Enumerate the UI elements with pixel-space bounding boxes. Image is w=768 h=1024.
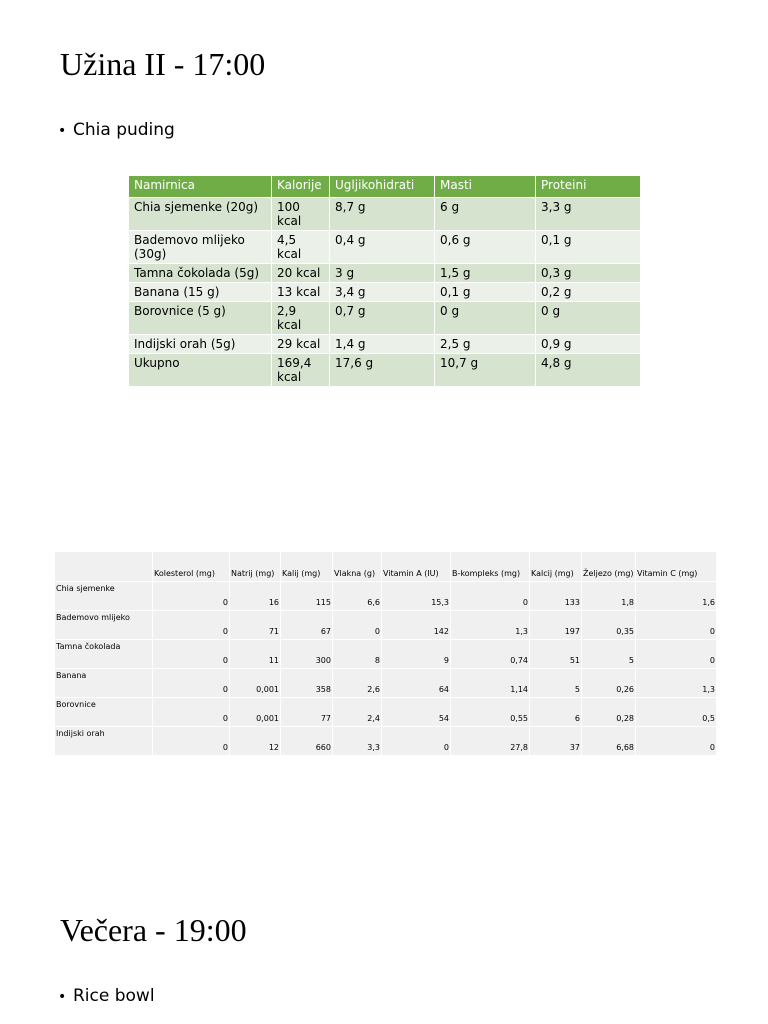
dinner-heading: Večera - 19:00 (60, 912, 247, 948)
table-cell: 2,6 (333, 669, 382, 698)
table-cell: 660 (281, 727, 333, 756)
table-cell: Banana (15 g) (129, 283, 272, 302)
column-header: Kolesterol (mg) (153, 552, 230, 582)
table-cell: 0,7 g (330, 302, 435, 335)
column-header: Namirnica (129, 176, 272, 198)
table-cell: 169,4 kcal (272, 354, 330, 387)
column-header (55, 552, 153, 582)
table-cell: 4,8 g (536, 354, 641, 387)
table-cell: 0,35 (582, 611, 636, 640)
table-cell: 0 (451, 582, 530, 611)
table-row (55, 611, 717, 640)
column-header: Vitamin A (IU) (382, 552, 451, 582)
table-cell: 142 (382, 611, 451, 640)
table-cell: 0 (636, 611, 717, 640)
table-cell: 0,28 (582, 698, 636, 727)
table-cell: 0 (153, 698, 230, 727)
table-cell: 0,6 g (435, 231, 536, 264)
table-cell: 10,7 g (435, 354, 536, 387)
table-cell: 5 (582, 640, 636, 669)
table-cell: 15,3 (382, 582, 451, 611)
micronutrient-table (54, 551, 717, 756)
table-cell: 6 g (435, 198, 536, 231)
column-header: Proteini (536, 176, 641, 198)
column-header: Vitamin C (mg) (636, 552, 717, 582)
table-cell: 300 (281, 640, 333, 669)
table-cell: 0,1 g (536, 231, 641, 264)
table-cell: 0,001 (230, 669, 281, 698)
table-cell: 0 (153, 611, 230, 640)
table-cell: 1,6 (636, 582, 717, 611)
table-cell: 0 (636, 640, 717, 669)
table-cell: 71 (230, 611, 281, 640)
table-cell: 16 (230, 582, 281, 611)
column-header: Kalij (mg) (281, 552, 333, 582)
table-cell: 17,6 g (330, 354, 435, 387)
table-cell: Chia sjemenke (20g) (129, 198, 272, 231)
column-header: Masti (435, 176, 536, 198)
table-cell: 1,3 (451, 611, 530, 640)
table-cell: 29 kcal (272, 335, 330, 354)
column-header: B-kompleks (mg) (451, 552, 530, 582)
table-cell: Borovnice (5 g) (129, 302, 272, 335)
nutrition-table (128, 175, 641, 387)
table-cell: 13 kcal (272, 283, 330, 302)
table-cell: Tamna čokolada (5g) (129, 264, 272, 283)
nutrition-header-row (129, 176, 641, 198)
table-row (129, 335, 641, 354)
column-header: Željezo (mg) (582, 552, 636, 582)
table-cell: 0,74 (451, 640, 530, 669)
table-cell: 8 (333, 640, 382, 669)
table-cell: 0,55 (451, 698, 530, 727)
table-cell: 51 (530, 640, 582, 669)
table-cell: 20 kcal (272, 264, 330, 283)
bullet-icon: • (58, 989, 67, 1005)
table-cell: 12 (230, 727, 281, 756)
row-label: Indijski orah (55, 727, 153, 756)
table-cell: 3 g (330, 264, 435, 283)
table-cell: 3,3 (333, 727, 382, 756)
table-row (129, 264, 641, 283)
row-label: Bademovo mlijeko (55, 611, 153, 640)
table-cell: 1,14 (451, 669, 530, 698)
table-cell: 2,5 g (435, 335, 536, 354)
table-cell: 0 (333, 611, 382, 640)
table-cell: 54 (382, 698, 451, 727)
table-row (55, 727, 717, 756)
total-row (129, 354, 641, 387)
table-cell: 67 (281, 611, 333, 640)
table-cell: 5 (530, 669, 582, 698)
table-cell: 1,5 g (435, 264, 536, 283)
column-header: Natrij (mg) (230, 552, 281, 582)
table-cell: 0 (153, 669, 230, 698)
table-cell: 1,4 g (330, 335, 435, 354)
bullet-icon: • (58, 123, 67, 139)
table-cell: Indijski orah (5g) (129, 335, 272, 354)
table-cell: 3,3 g (536, 198, 641, 231)
table-cell: 0 (153, 582, 230, 611)
column-header: Ugljikohidrati (330, 176, 435, 198)
table-cell: 2,4 (333, 698, 382, 727)
table-cell: 64 (382, 669, 451, 698)
table-cell: 0,9 g (536, 335, 641, 354)
row-label: Banana (55, 669, 153, 698)
table-cell: 2,9 kcal (272, 302, 330, 335)
table-cell: 133 (530, 582, 582, 611)
table-cell: 0 g (435, 302, 536, 335)
row-label: Chia sjemenke (55, 582, 153, 611)
table-cell: 0 (153, 727, 230, 756)
table-cell: 115 (281, 582, 333, 611)
table-cell: 6,68 (582, 727, 636, 756)
table-row (55, 698, 717, 727)
table-cell: 6,6 (333, 582, 382, 611)
table-cell: 0 (153, 640, 230, 669)
table-row (55, 582, 717, 611)
table-cell: 0 g (536, 302, 641, 335)
column-header: Kalorije (272, 176, 330, 198)
table-cell: 9 (382, 640, 451, 669)
table-row (55, 669, 717, 698)
dinner-bullet-item (58, 985, 155, 1008)
table-cell: 37 (530, 727, 582, 756)
table-cell: 0,2 g (536, 283, 641, 302)
table-row (129, 302, 641, 335)
table-cell: 358 (281, 669, 333, 698)
snack-heading: Užina II - 17:00 (60, 46, 266, 82)
table-row (129, 283, 641, 302)
table-cell: 0,001 (230, 698, 281, 727)
table-cell: 6 (530, 698, 582, 727)
table-cell: 77 (281, 698, 333, 727)
table-cell: Ukupno (129, 354, 272, 387)
table-cell: 0 (382, 727, 451, 756)
table-cell: 1,8 (582, 582, 636, 611)
table-row (129, 198, 641, 231)
table-cell: 0,1 g (435, 283, 536, 302)
table-cell: Bademovo mlijeko (30g) (129, 231, 272, 264)
table-row (55, 640, 717, 669)
table-cell: 11 (230, 640, 281, 669)
column-header: Vlakna (g) (333, 552, 382, 582)
table-cell: 0,26 (582, 669, 636, 698)
table-cell: 8,7 g (330, 198, 435, 231)
table-row (129, 231, 641, 264)
table-cell: 197 (530, 611, 582, 640)
table-cell: 0,5 (636, 698, 717, 727)
table-cell: 27,8 (451, 727, 530, 756)
table-cell: 4,5 kcal (272, 231, 330, 264)
column-header: Kalcij (mg) (530, 552, 582, 582)
row-label: Borovnice (55, 698, 153, 727)
snack-bullet-label: Chia puding (73, 120, 175, 140)
snack-bullet-item (58, 119, 175, 142)
table-cell: 0,4 g (330, 231, 435, 264)
table-cell: 0,3 g (536, 264, 641, 283)
table-cell: 3,4 g (330, 283, 435, 302)
dinner-bullet-label: Rice bowl (73, 986, 155, 1006)
table-cell: 0 (636, 727, 717, 756)
table-cell: 1,3 (636, 669, 717, 698)
micronutrient-header-row (55, 552, 717, 582)
table-cell: 100 kcal (272, 198, 330, 231)
row-label: Tamna čokolada (55, 640, 153, 669)
